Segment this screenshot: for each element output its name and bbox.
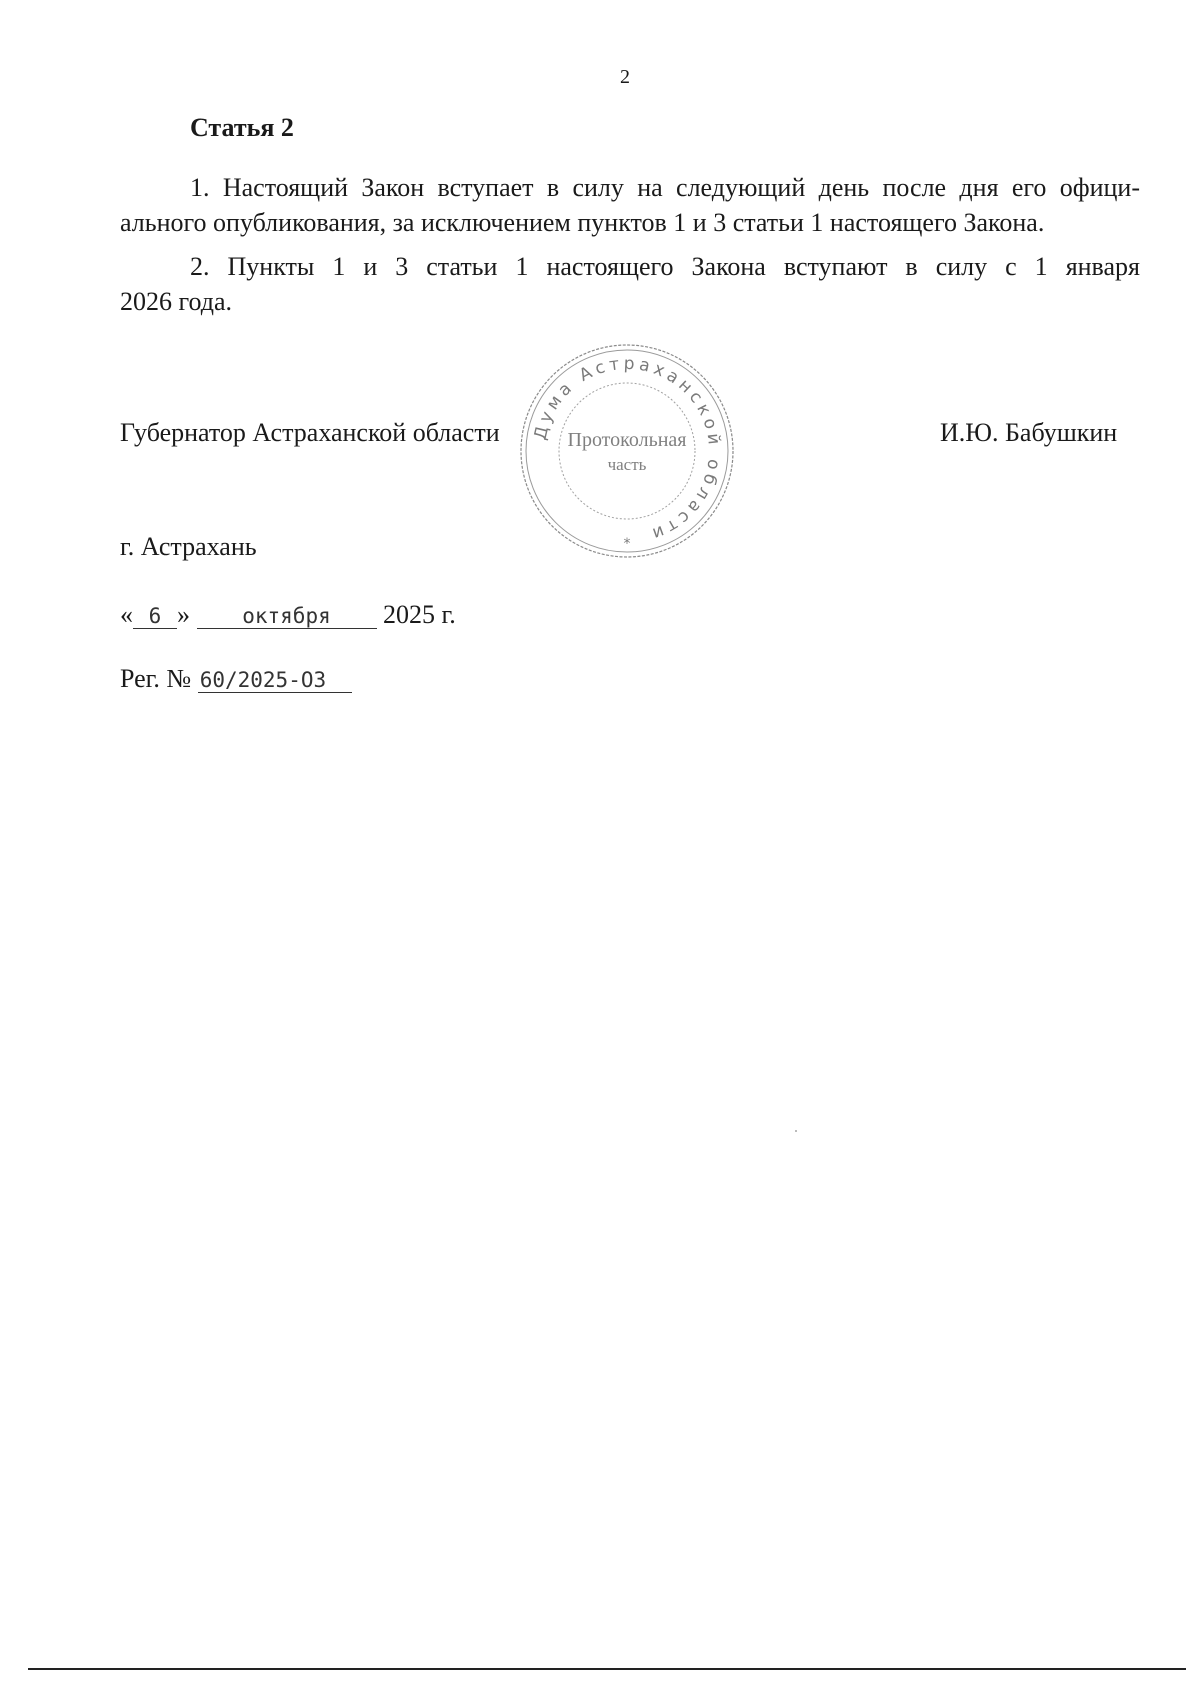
date-day-field: 6 xyxy=(133,604,177,629)
seal-star-icon: * xyxy=(623,536,631,552)
registration-line xyxy=(120,664,352,694)
seal-ring-text: Дума Астраханской области xyxy=(530,353,725,545)
paragraph-1-line-2: ального опубликования, за исключением пунктов 1 и 3 статьи 1 настоящего Закона. xyxy=(120,208,1045,237)
governor-name: И.Ю. Бабушкин xyxy=(940,418,1118,447)
date-month-field: октября xyxy=(197,604,377,629)
date-close-quote: » xyxy=(177,600,190,629)
date-year: 2025 г. xyxy=(383,600,456,629)
date-line xyxy=(120,600,456,630)
paragraph-2-line-2: 2026 года. xyxy=(120,287,233,316)
article-heading: Статья 2 xyxy=(190,113,294,142)
seal-center-line-1: Протокольная xyxy=(567,429,687,451)
governor-title: Губернатор Астраханской области xyxy=(120,418,500,447)
registration-number-field: 60/2025-ОЗ xyxy=(198,668,352,693)
page-number: 2 xyxy=(620,66,630,88)
scan-speck xyxy=(795,1130,797,1132)
seal-center-line-2: часть xyxy=(607,455,647,474)
date-open-quote: « xyxy=(120,600,133,629)
city: г. Астрахань xyxy=(120,532,257,561)
paragraph-2-line-1: 2. Пункты 1 и 3 статьи 1 настоящего Закона вступают в силу с 1 января xyxy=(190,252,1140,281)
paragraph-1-line-1: 1. Настоящий Закон вступает в силу на следующий день после дня его офици- xyxy=(190,173,1140,202)
bottom-rule xyxy=(28,1668,1186,1670)
registration-label: Рег. № xyxy=(120,664,192,693)
official-seal-stamp xyxy=(516,340,738,562)
